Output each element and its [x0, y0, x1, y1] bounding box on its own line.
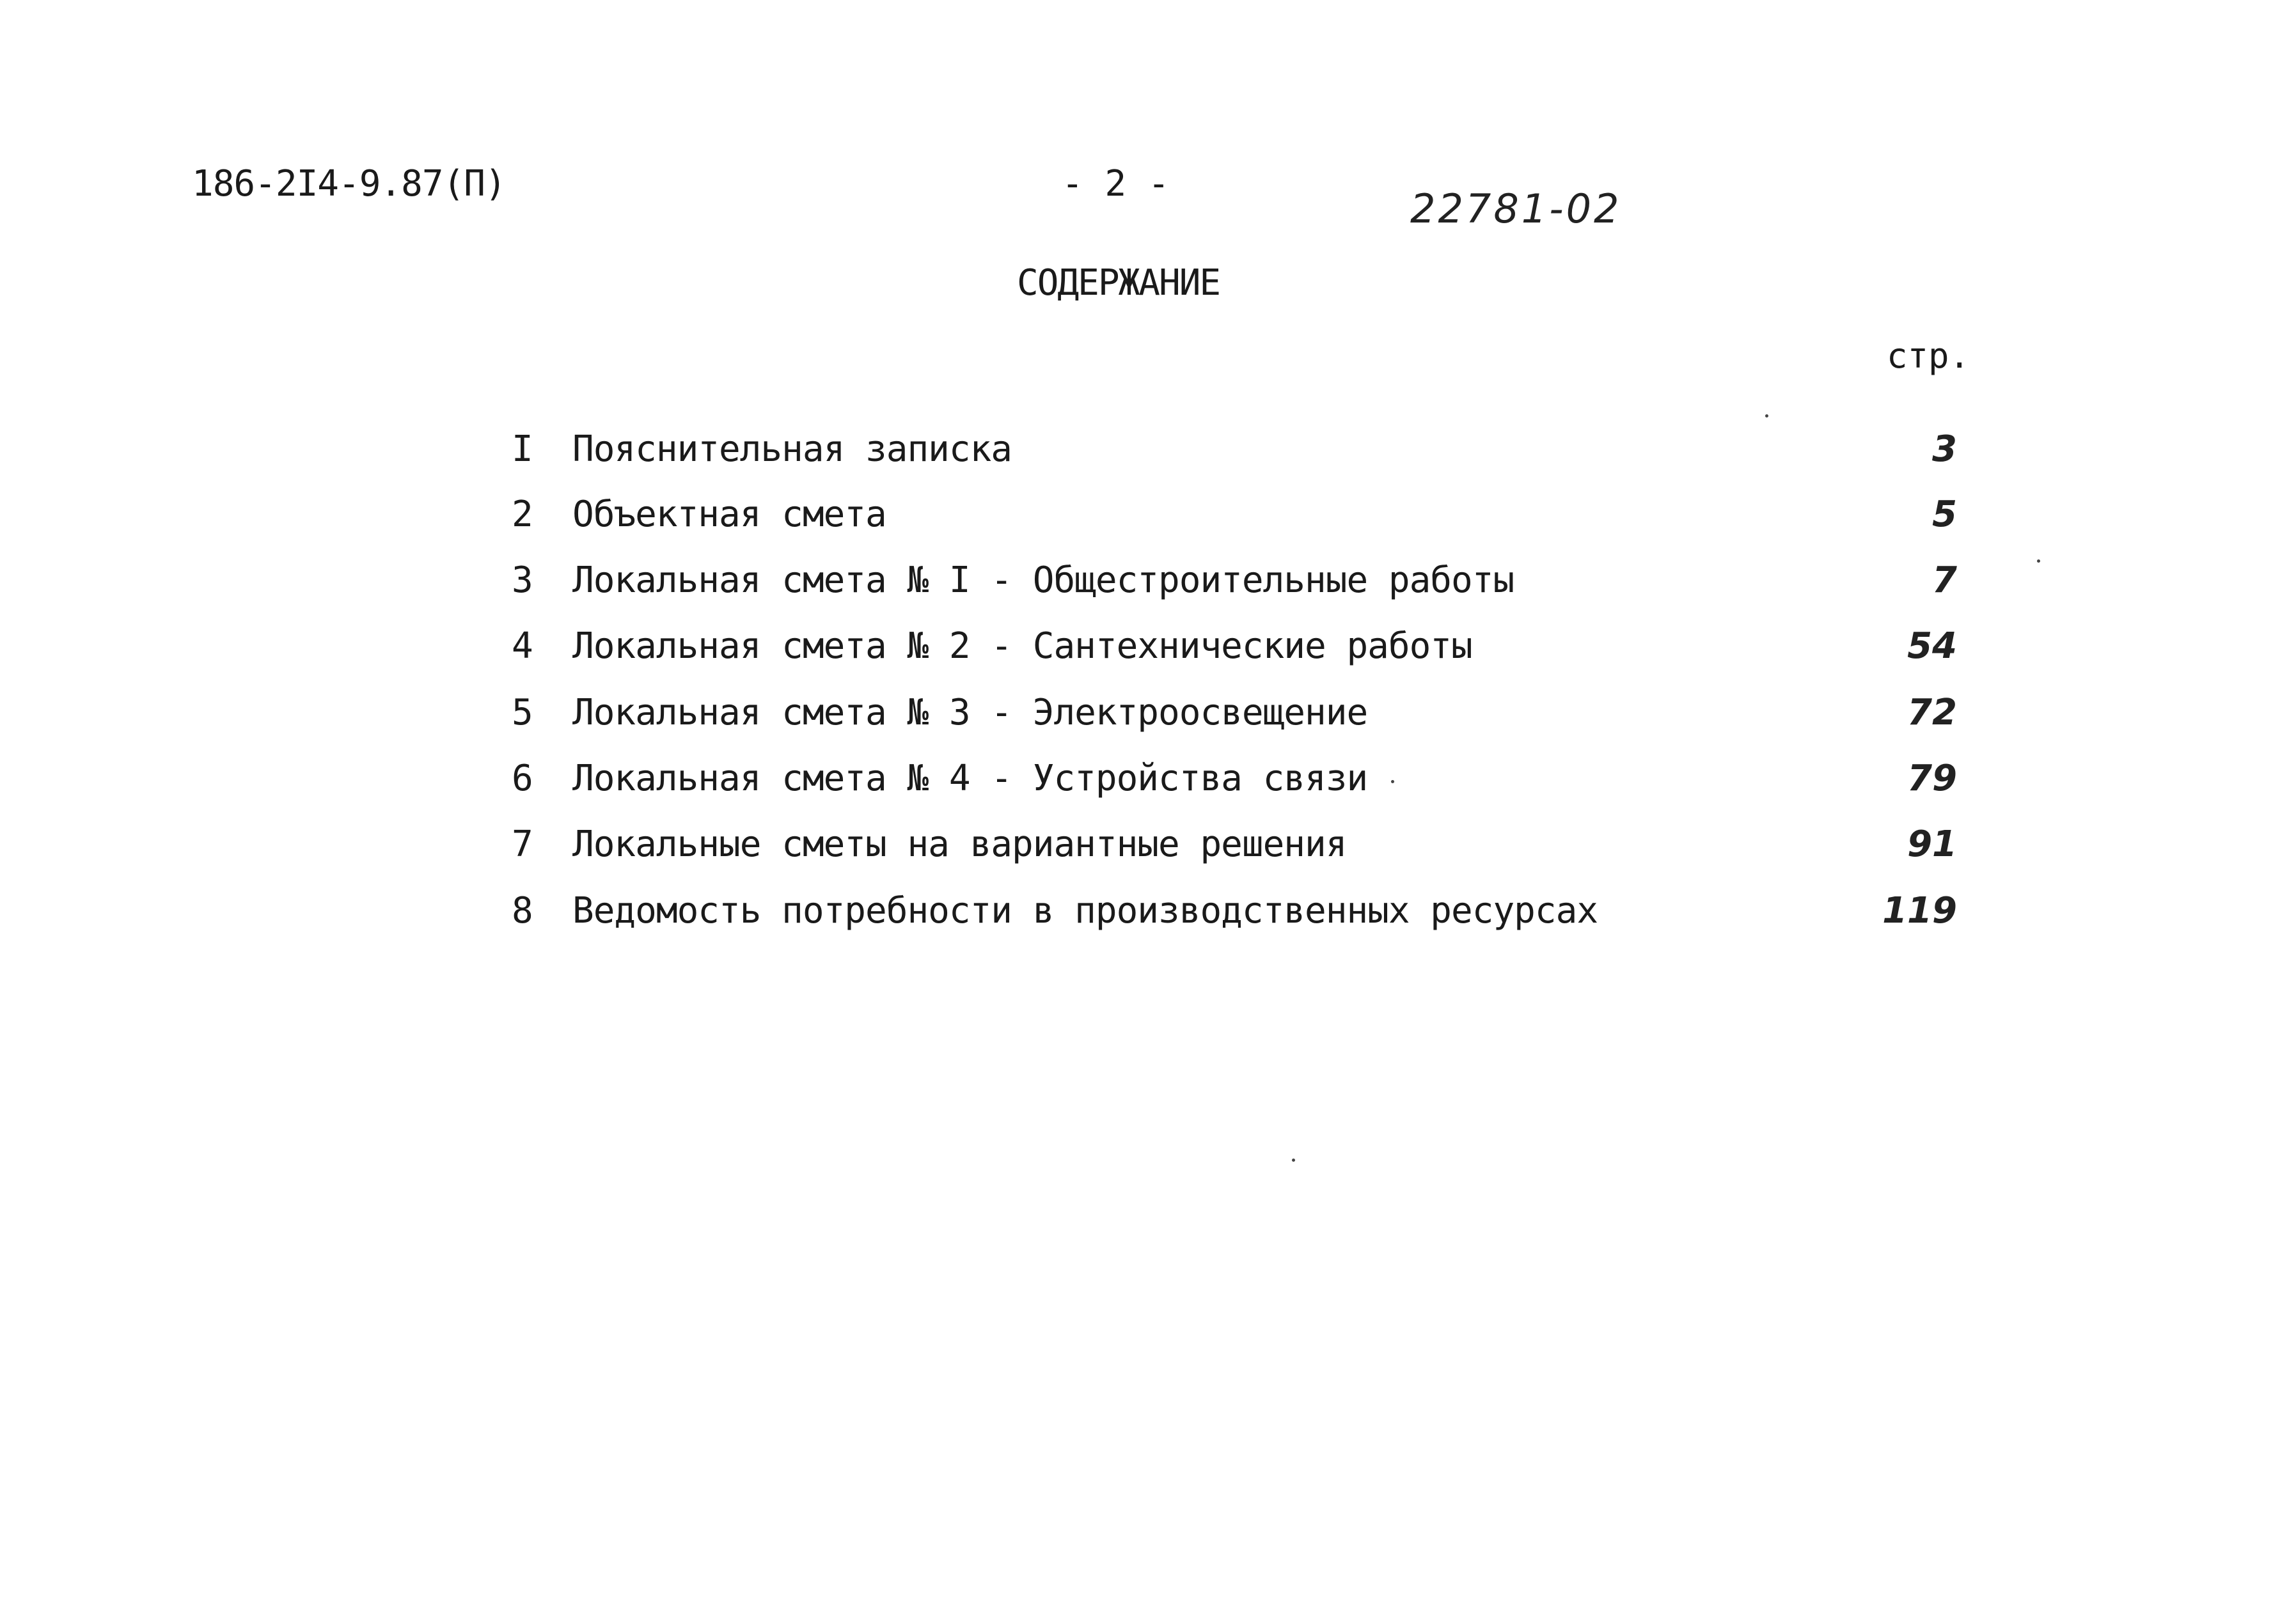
toc-item-page: 7: [1932, 559, 1957, 601]
toc-item: [0, 758, 2296, 815]
toc-item-title: Локальные сметы на вариантные решения: [572, 824, 1347, 865]
toc-item-title: Ведомость потребности в производственных ресурсах: [572, 890, 1598, 932]
toc-title: СОДЕРЖАНИЕ: [1017, 262, 1220, 304]
toc-item-number: I: [512, 428, 533, 470]
toc-item-number: 5: [512, 692, 533, 733]
toc-item-page: 72: [1907, 692, 1957, 733]
toc-item-number: 7: [512, 824, 533, 865]
toc-item: [0, 692, 2296, 749]
toc-item-page: 5: [1932, 494, 1957, 535]
pages-column-header: стр.: [1887, 336, 1970, 376]
toc-item-title: Пояснительная записка: [572, 428, 1012, 470]
toc-item: [0, 824, 2296, 881]
toc-item: [0, 625, 2296, 683]
handwritten-inventory-number: 22781-02: [1410, 185, 1622, 232]
toc-item-title: Локальная смета № 4 - Устройства связи: [572, 758, 1368, 799]
toc-item-page: 79: [1907, 758, 1957, 799]
document-code: 186-2I4-9.87(П): [192, 163, 506, 205]
toc-item-page: 119: [1882, 890, 1957, 932]
toc-item: [0, 428, 2296, 486]
scan-speck: [1292, 1159, 1295, 1162]
toc-item-page: 3: [1932, 428, 1957, 470]
toc-item-page: 91: [1907, 824, 1957, 865]
toc-item-title: Локальная смета № I - Общестроительные работы: [572, 559, 1514, 601]
page-number: - 2 -: [1062, 163, 1170, 205]
toc-item: [0, 559, 2296, 617]
toc-item-number: 6: [512, 758, 533, 799]
toc-item-number: 3: [512, 559, 533, 601]
toc-item-number: 8: [512, 890, 533, 932]
toc-item-page: 54: [1907, 625, 1957, 667]
scan-speck: [1765, 414, 1768, 418]
toc-item-number: 4: [512, 625, 533, 667]
toc-item-title: Локальная смета № 3 - Электроосвещение: [572, 692, 1368, 733]
toc-item-number: 2: [512, 494, 533, 535]
scan-speck: [2037, 559, 2040, 563]
toc-item: [0, 494, 2296, 551]
toc-item-title: Локальная смета № 2 - Сантехнические работы: [572, 625, 1472, 667]
toc-item: [0, 890, 2296, 948]
scan-speck: [1391, 780, 1394, 783]
toc-item-title: Объектная смета: [572, 494, 886, 535]
